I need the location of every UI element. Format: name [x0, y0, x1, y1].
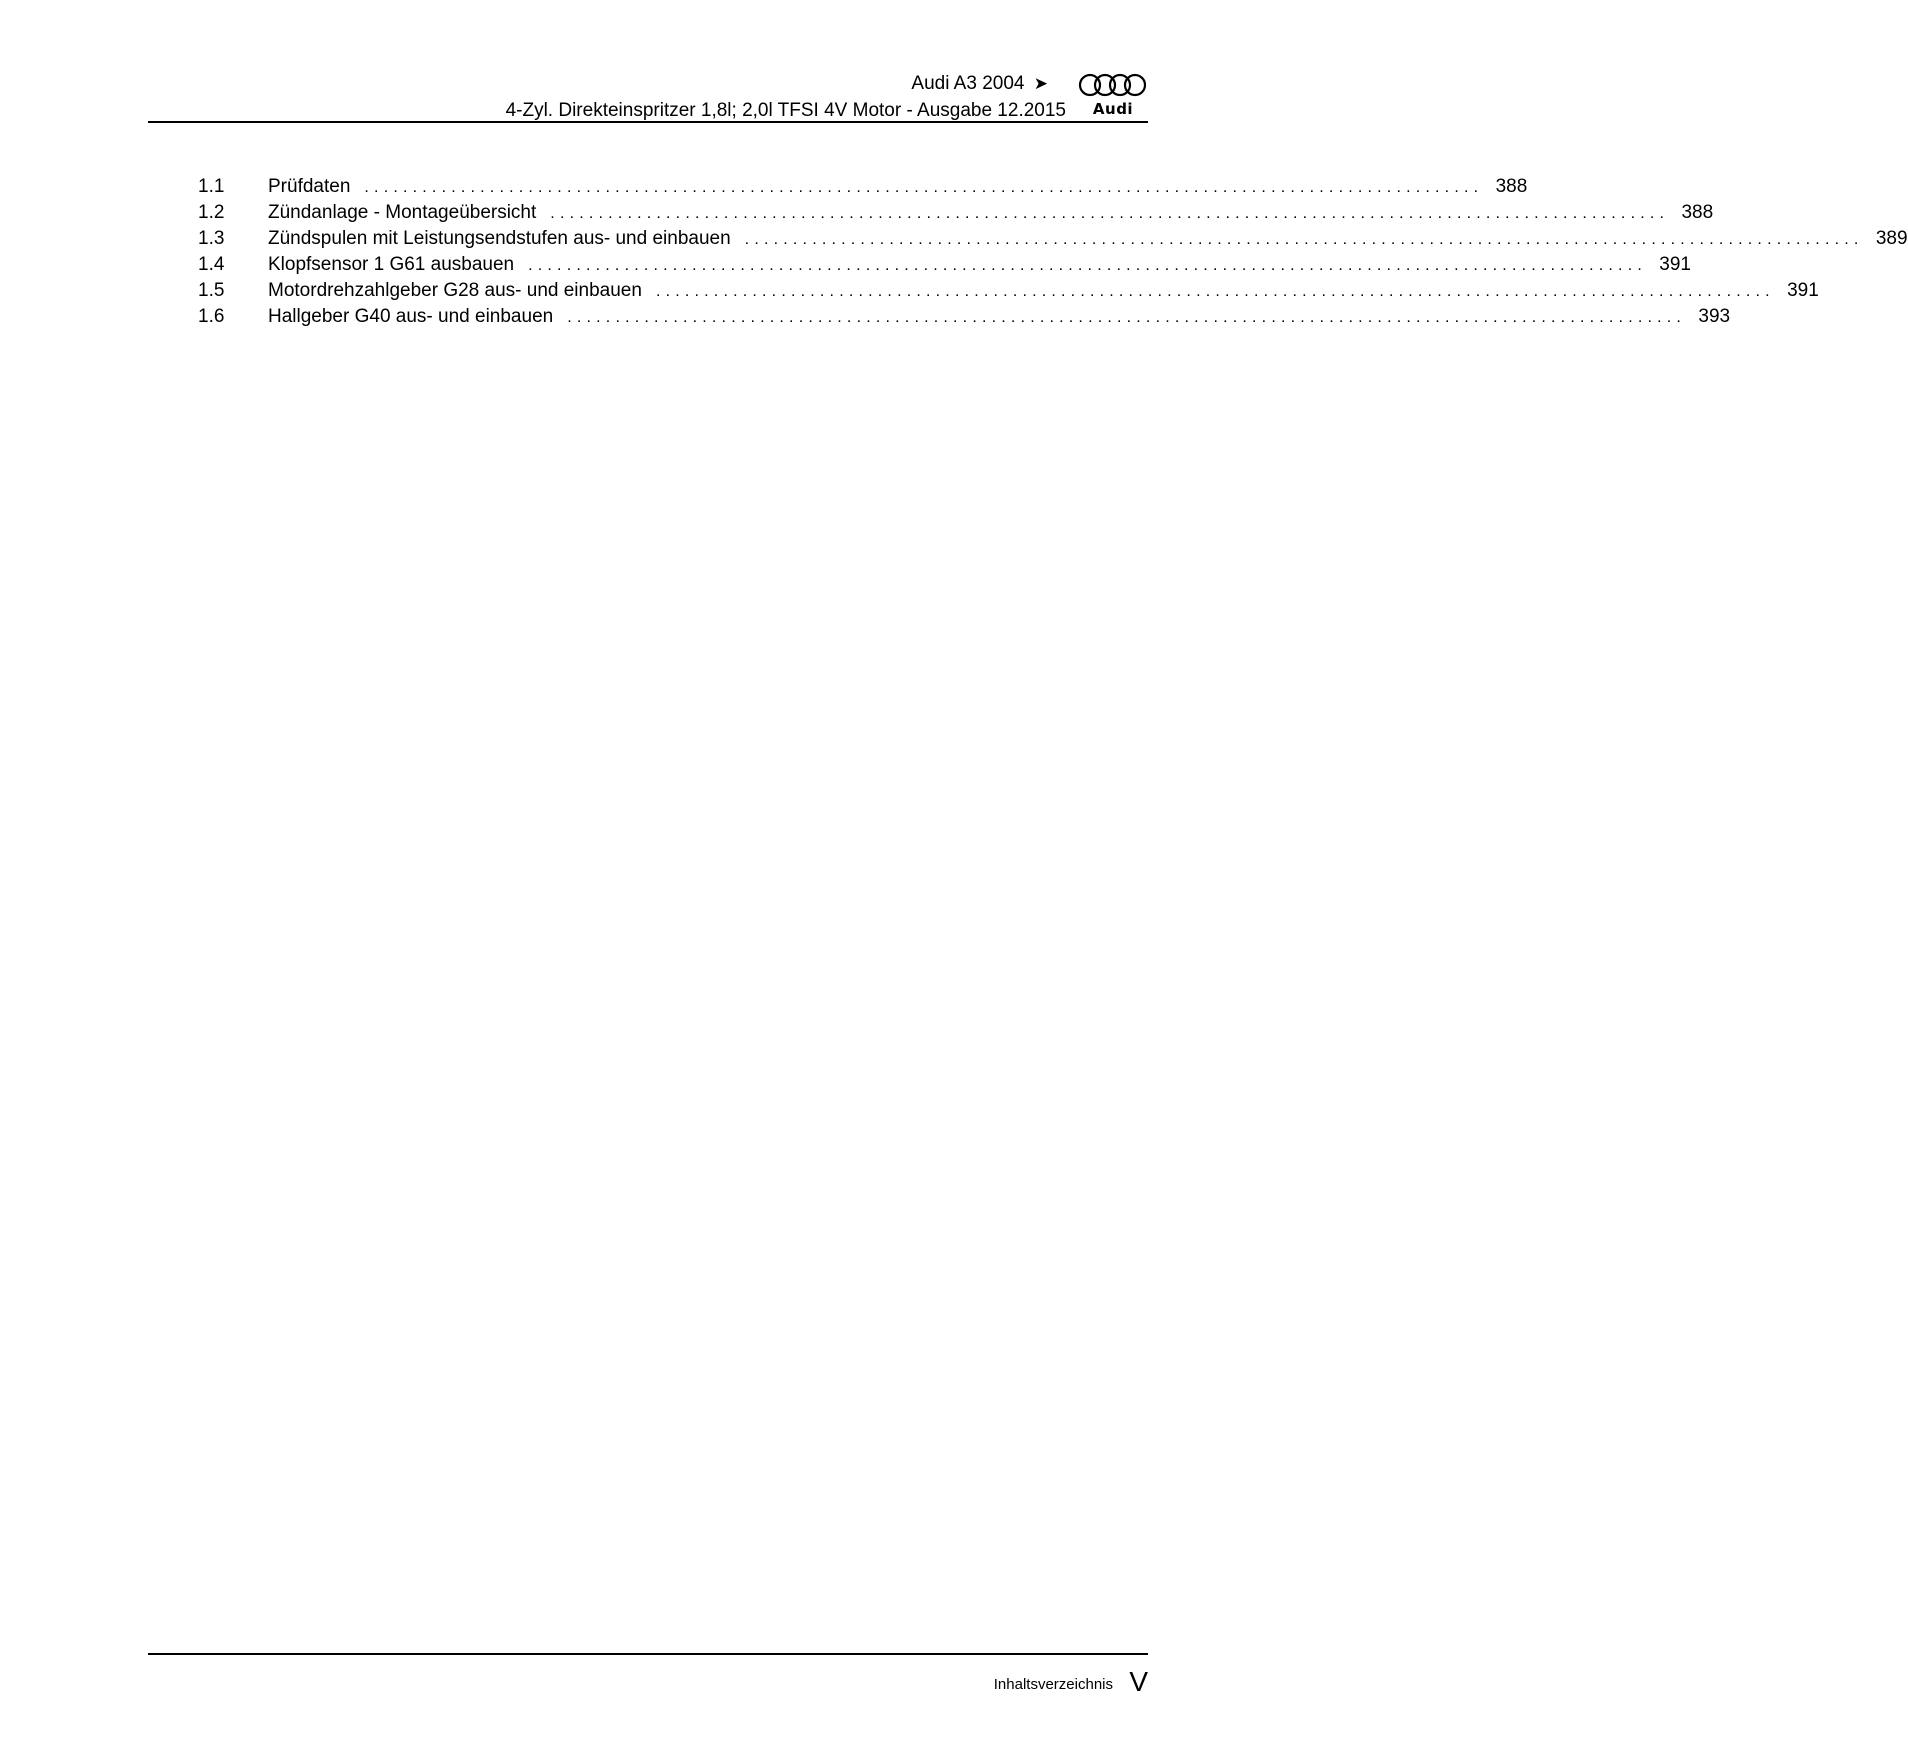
toc-entry[interactable] — [198, 174, 1528, 200]
toc-entry-title: Klopfsensor 1 G61 ausbauen — [268, 254, 515, 275]
header-title-text: Audi A3 2004 — [911, 73, 1025, 94]
toc-entry-title: Motordrehzahlgeber G28 aus- und einbauen — [268, 280, 642, 301]
toc-entry-number: 1.6 — [198, 306, 225, 327]
toc-dot-leader: .................................................................................................................... — [550, 205, 1670, 222]
footer-section-title: Inhaltsverzeichnis — [993, 1676, 1113, 1693]
toc-entry[interactable] — [198, 200, 1714, 226]
toc-entry-page: 391 — [1787, 280, 1819, 301]
toc-dot-leader: .................................................................................................................... — [744, 231, 1864, 248]
header-title — [911, 73, 1048, 95]
toc-entry[interactable] — [198, 278, 1819, 304]
toc-entry-title: Zündanlage - Montageübersicht — [268, 202, 537, 223]
toc-entry-title: Hallgeber G40 aus- und einbauen — [268, 306, 554, 327]
toc-dot-leader: .................................................................................................................... — [567, 309, 1687, 326]
toc-entry-title: Zündspulen mit Leistungsendstufen aus- und einbauen — [268, 228, 731, 249]
header-divider — [148, 121, 1148, 123]
arrow-right-icon: ➤ — [1033, 74, 1048, 93]
toc-entry-number: 1.4 — [198, 254, 225, 275]
toc-entry-page: 388 — [1495, 176, 1528, 197]
toc-entry-page: 388 — [1681, 202, 1714, 223]
toc-entry-page: 391 — [1659, 254, 1691, 275]
logo-wordmark: Audi — [1092, 100, 1134, 118]
table-of-contents — [198, 174, 1908, 330]
toc-entry-title: Prüfdaten — [268, 176, 351, 197]
toc-entry-number: 1.2 — [198, 202, 225, 223]
toc-entry-number: 1.5 — [198, 280, 225, 301]
toc-entry[interactable] — [198, 304, 1731, 330]
audi-rings-icon — [1078, 72, 1148, 98]
toc-dot-leader: .................................................................................................................... — [364, 179, 1484, 196]
toc-entry-number: 1.1 — [198, 176, 225, 197]
header-subtitle: 4-Zyl. Direkteinspritzer 1,8l; 2,0l TFSI 4V Motor - Ausgabe 12.2015 — [505, 100, 1066, 121]
toc-dot-leader: .................................................................................................................... — [655, 283, 1775, 300]
toc-entry-page: 389 — [1875, 228, 1908, 249]
footer-page-number: V — [1129, 1666, 1148, 1697]
toc-entry[interactable] — [198, 226, 1908, 252]
toc-entry-page: 393 — [1698, 306, 1731, 327]
page-header — [148, 70, 1148, 122]
toc-dot-leader: .................................................................................................................... — [528, 257, 1647, 274]
toc-entry[interactable] — [198, 252, 1691, 278]
footer-divider — [148, 1653, 1148, 1655]
audi-logo — [1078, 72, 1148, 120]
toc-entry-number: 1.3 — [198, 228, 225, 249]
